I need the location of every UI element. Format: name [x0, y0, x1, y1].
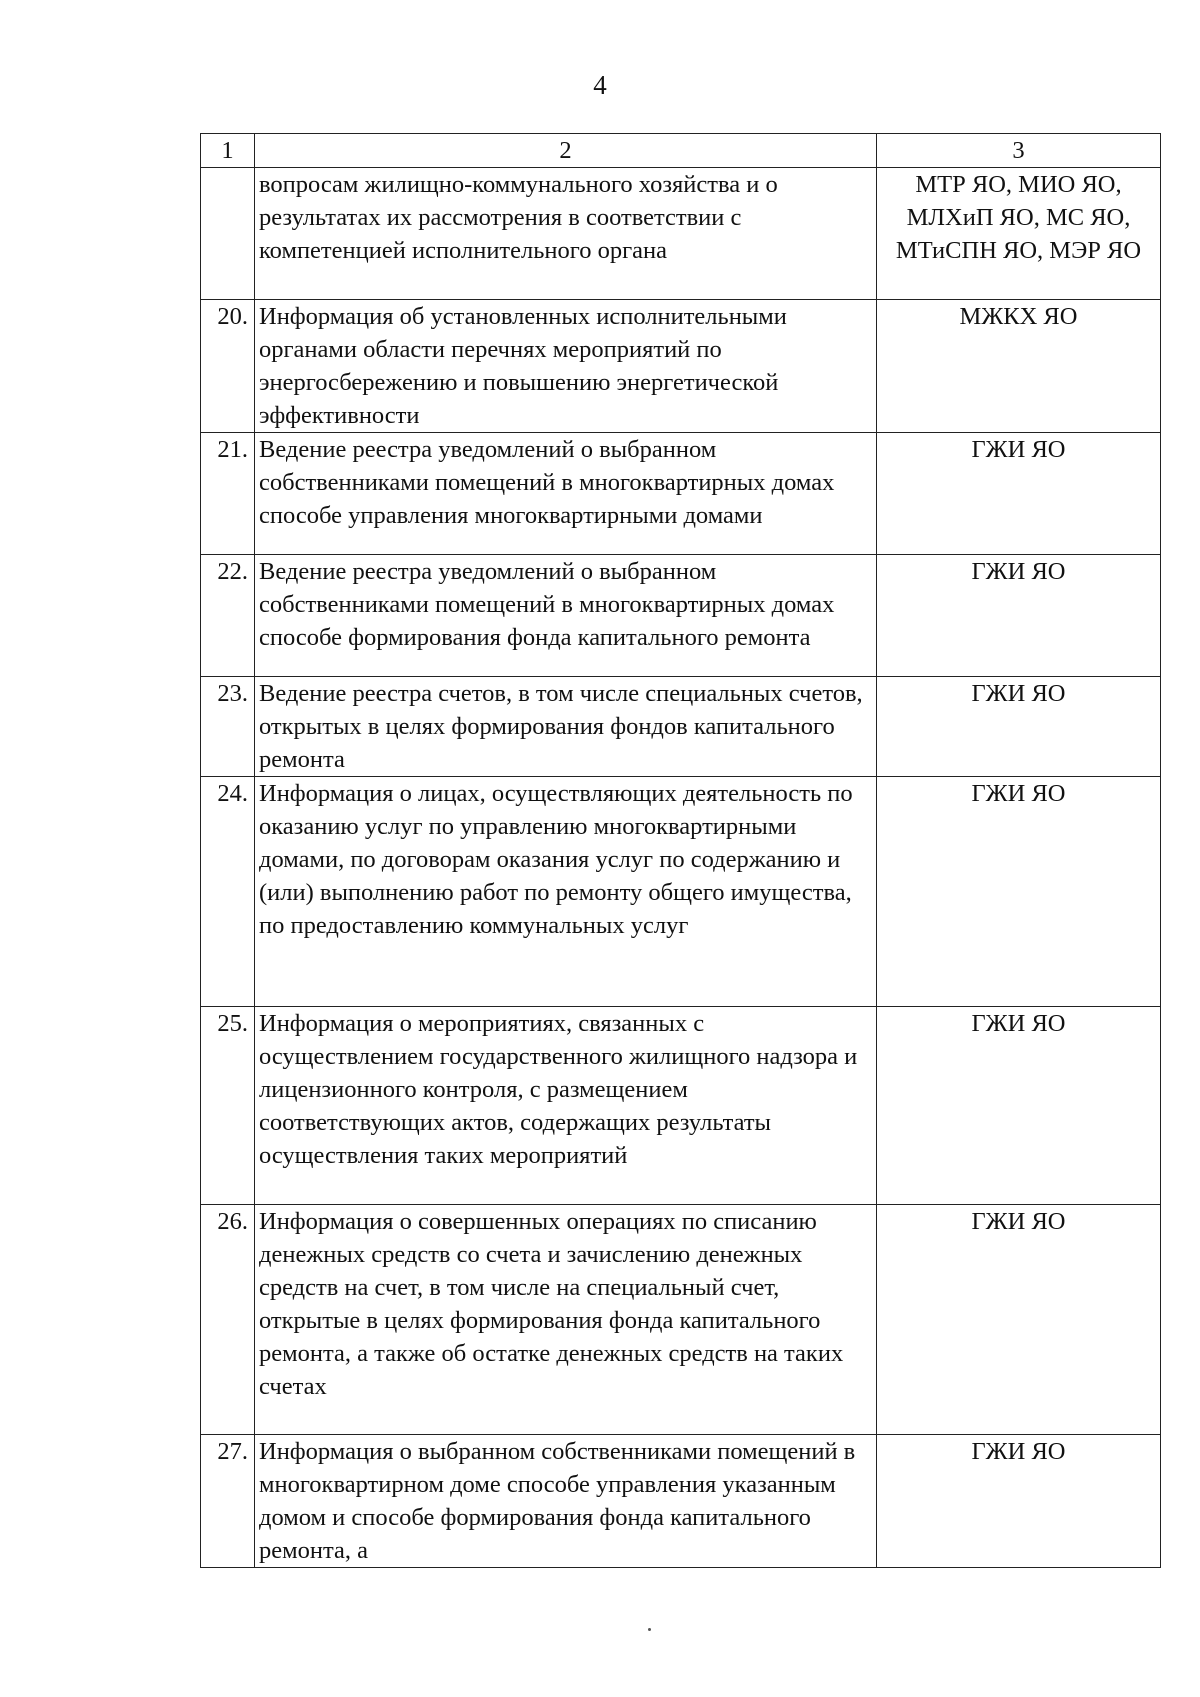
row-number: 24. [201, 777, 255, 1007]
table-row [201, 555, 1161, 677]
row-number: 26. [201, 1205, 255, 1435]
row-responsible: МЖКХ ЯО [877, 300, 1161, 433]
table-row [201, 300, 1161, 433]
row-responsible: ГЖИ ЯО [877, 1435, 1161, 1568]
row-description: Информация о совершенных операциях по списанию денежных средств со счета и зачислению денежных средств на счет, в том числе на специальный счет, открытые в целях формирования фонда капитального ремонта, а также об остатке денежных средств на таких счетах [255, 1205, 877, 1435]
table-row [201, 1435, 1161, 1568]
row-description: Ведение реестра уведомлений о выбранном собственниками помещений в многоквартирных домах способе формирования фонда капитального ремонта [255, 555, 877, 677]
table-row [201, 433, 1161, 555]
row-responsible: ГЖИ ЯО [877, 555, 1161, 677]
page-number: 4 [593, 70, 607, 100]
row-number: 21. [201, 433, 255, 555]
row-number [201, 168, 255, 300]
row-number: 27. [201, 1435, 255, 1568]
row-responsible: ГЖИ ЯО [877, 1205, 1161, 1435]
header-col-2: 2 [255, 134, 877, 168]
table-row [201, 1205, 1161, 1435]
row-responsible: ГЖИ ЯО [877, 433, 1161, 555]
row-description: Информация об установленных исполнительными органами области перечнях мероприятий по энергосбережению и повышению энергетической эффективности [255, 300, 877, 433]
row-description: Информация о лицах, осуществляющих деятельность по оказанию услуг по управлению многоквартирными домами, по договорам оказания услуг по содержанию и (или) выполнению работ по ремонту общего имущества, по предоставлению коммунальных услуг [255, 777, 877, 1007]
row-responsible: ГЖИ ЯО [877, 1007, 1161, 1205]
row-number: 22. [201, 555, 255, 677]
header-col-3: 3 [877, 134, 1161, 168]
row-responsible: МТР ЯО, МИО ЯО, МЛХиП ЯО, МС ЯО, МТиСПН ЯО, МЭР ЯО [877, 168, 1161, 300]
table-row [201, 677, 1161, 777]
document-table [200, 133, 1161, 1568]
row-description: вопросам жилищно-коммунального хозяйства и о результатах их рассмотрения в соответствии с компетенцией исполнительного органа [255, 168, 877, 300]
table-row [201, 168, 1161, 300]
row-description: Ведение реестра счетов, в том числе специальных счетов, открытых в целях формирования фондов капитального ремонта [255, 677, 877, 777]
header-col-1: 1 [201, 134, 255, 168]
row-number: 20. [201, 300, 255, 433]
scan-speck [648, 1628, 651, 1631]
row-number: 23. [201, 677, 255, 777]
table-header-row [201, 134, 1161, 168]
row-description: Ведение реестра уведомлений о выбранном собственниками помещений в многоквартирных домах способе управления многоквартирными домами [255, 433, 877, 555]
table-row [201, 777, 1161, 1007]
row-number: 25. [201, 1007, 255, 1205]
table-row [201, 1007, 1161, 1205]
row-description: Информация о выбранном собственниками помещений в многоквартирном доме способе управления указанным домом и способе формирования фонда капитального ремонта, а [255, 1435, 877, 1568]
row-responsible: ГЖИ ЯО [877, 777, 1161, 1007]
row-responsible: ГЖИ ЯО [877, 677, 1161, 777]
row-description: Информация о мероприятиях, связанных с осуществлением государственного жилищного надзора и лицензионного контроля, с размещением соответствующих актов, содержащих результаты осуществления таких мероприятий [255, 1007, 877, 1205]
